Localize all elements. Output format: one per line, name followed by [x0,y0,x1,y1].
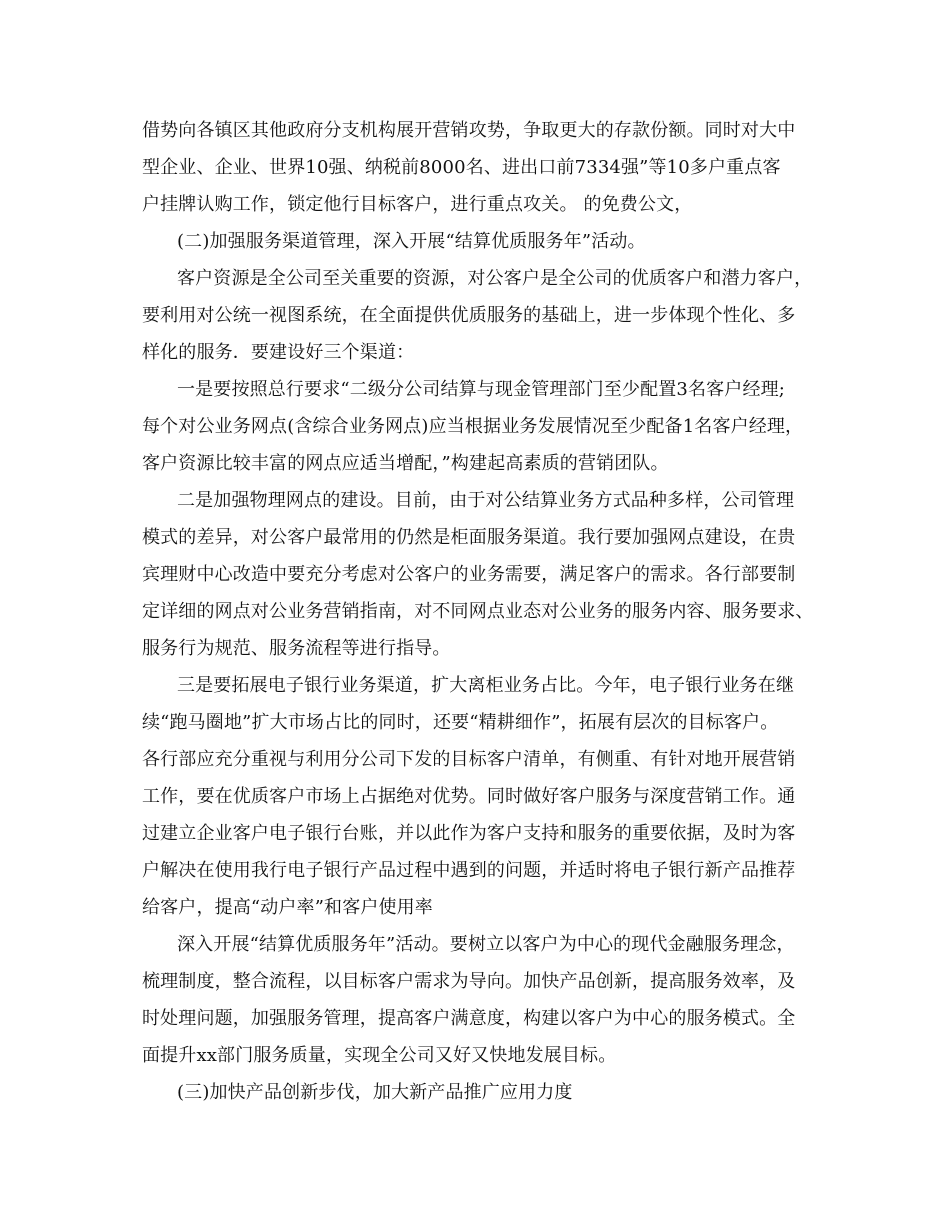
text-line: 客户资源是全公司至关重要的资源，对公客户是全公司的优质客户和潜力客户， [177,268,813,289]
text-line: 户挂牌认购工作，锁定他行目标客户，进行重点攻关。 的免费公文， [142,194,693,215]
text-line: 样化的服务．要建设好三个渠道： [142,342,415,363]
text-line: 定详细的网点对公业务营销指南，对不同网点业态对公业务的服务内容、服务要求、 [142,601,814,622]
text-line: 三是要拓展电子银行业务渠道，扩大离柜业务占比。今年，电子银行业务在继 [177,675,795,696]
text-line: 给客户，提高“动户率”和客户使用率 [142,897,433,918]
text-line: 客户资源比较丰富的网点应适当增配，”构建起高素质的营销团队。 [142,453,669,474]
text-line: 一是要按照总行要求“二级分公司结算与现金管理部门至少配置3名客户经理; [177,379,785,400]
text-line: 要利用对公统一视图系统，在全面提供优质服务的基础上，进一步体现个性化、多 [142,305,796,326]
text-line: 时处理问题，加强服务管理，提高客户满意度，构建以客户为中心的服务模式。全 [142,1008,796,1029]
text-line: 每个对公业务网点(含综合业务网点)应当根据业务发展情况至少配备1名客户经理， [142,416,804,437]
text-line: 宾理财中心改造中要充分考虑对公客户的业务需要，满足客户的需求。各行部要制 [142,564,796,585]
text-line: 面提升xx部门服务质量，实现全公司又好又快地发展目标。 [142,1045,617,1066]
text-line: 工作，要在优质客户市场上占据绝对优势。同时做好客户服务与深度营销工作。通 [142,786,796,807]
text-line: 户解决在使用我行电子银行产品过程中遇到的问题，并适时将电子银行新产品推荐 [142,860,796,881]
text-line: 深入开展“结算优质服务年”活动。要树立以客户为中心的现代金融服务理念， [177,934,795,955]
text-line: 服务行为规范、服务流程等进行指导。 [142,638,451,659]
text-line: 过建立企业客户电子银行台账，并以此作为客户支持和服务的重要依据，及时为客 [142,823,796,844]
text-line: 梳理制度，整合流程，以目标客户需求为导向。加快产品创新，提高服务效率，及 [142,971,796,992]
section-heading: (三)加快产品创新步伐，加大新产品推广应用力度 [177,1082,573,1103]
text-line: 借势向各镇区其他政府分支机构展开营销攻势，争取更大的存款份额。同时对大中 [142,120,796,141]
text-line: 续“跑马圈地”扩大市场占比的同时，还要“精耕细作”，拓展有层次的目标客户。 [142,712,779,733]
text-line: 二是加强物理网点的建设。目前，由于对公结算业务方式品种多样，公司管理 [177,490,795,511]
text-line: 各行部应充分重视与利用分公司下发的目标客户清单，有侧重、有针对地开展营销 [142,749,796,770]
text-line: 模式的差异，对公客户最常用的仍然是柜面服务渠道。我行要加强网点建设，在贵 [142,527,796,548]
text-line: 型企业、企业、世界10强、纳税前8000名、进出口前7334强”等10多户重点客 [142,157,781,178]
section-heading: (二)加强服务渠道管理，深入开展“结算优质服务年”活动。 [177,231,646,252]
